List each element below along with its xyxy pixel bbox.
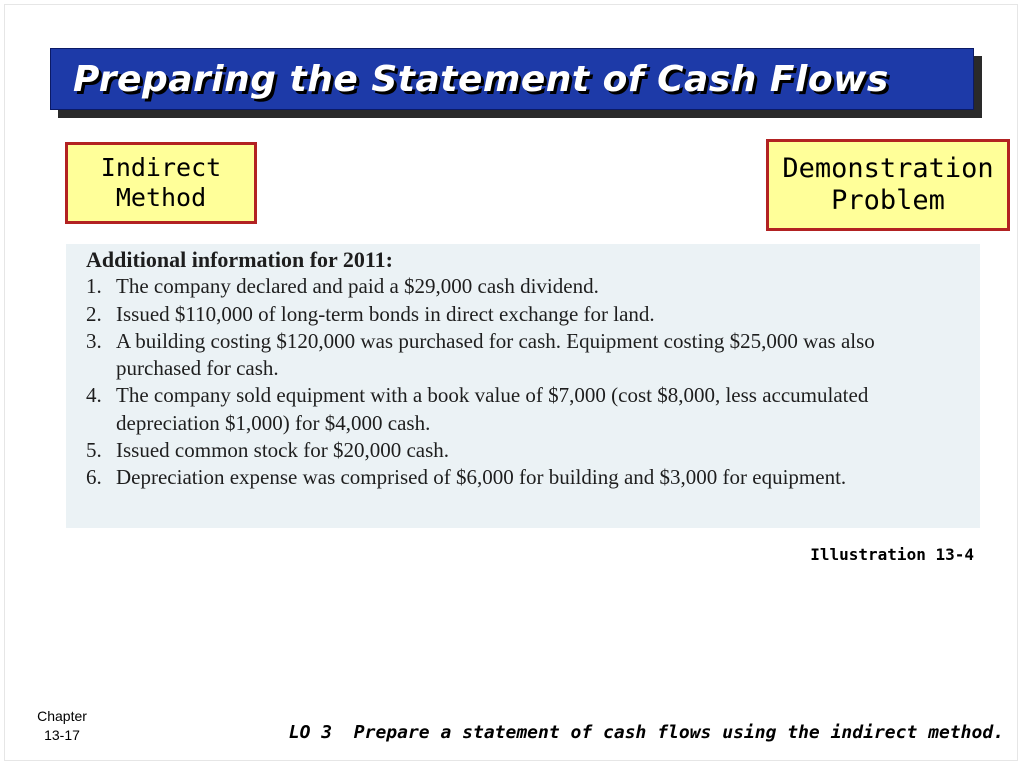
list-item <box>86 273 960 300</box>
callout-right-line-2: Problem <box>831 185 945 216</box>
title-bar <box>50 48 974 110</box>
list-item-number: 4. <box>86 383 102 408</box>
list-item-text: The company sold equipment with a book value of $7,000 (cost $8,000, less accumulated depreciation $1,000) for $4,000 cash. <box>116 383 869 435</box>
list-item <box>86 437 960 464</box>
indirect-method-callout <box>65 142 257 224</box>
list-item-number: 3. <box>86 328 102 353</box>
list-item-text: The company declared and paid a $29,000 cash dividend. <box>116 274 599 299</box>
list-item-text: Issued common stock for $20,000 cash. <box>116 438 450 463</box>
callout-right-line-1: Demonstration <box>782 152 994 184</box>
callout-left-line-1: Indirect <box>100 153 222 182</box>
additional-information-list <box>86 273 960 491</box>
additional-information-box <box>66 244 980 528</box>
list-item-number: 5. <box>86 438 102 463</box>
list-item <box>86 328 960 383</box>
list-item-text: A building costing $120,000 was purchased for cash. Equipment costing $25,000 was also purchased for cash. <box>116 328 875 381</box>
list-item-text: Depreciation expense was comprised of $6,000 for building and $3,000 for equipment. <box>116 465 847 490</box>
slide-title: Preparing the Statement of Cash Flows <box>73 58 889 100</box>
additional-information-heading: Additional information for 2011: <box>86 247 394 272</box>
list-item-text: Issued $110,000 of long-term bonds in direct exchange for land. <box>116 301 655 326</box>
list-item <box>86 301 960 328</box>
callout-left-line-2: Method <box>115 183 207 212</box>
list-item-number: 2. <box>86 301 102 326</box>
chapter-number: 13-17 <box>44 727 80 743</box>
illustration-label: Illustration 13-4 <box>810 545 974 564</box>
demonstration-problem-callout <box>766 139 1010 231</box>
chapter-label: Chapter <box>37 708 87 724</box>
list-item <box>86 464 960 491</box>
chapter-label-block <box>20 707 104 745</box>
list-item <box>86 382 960 437</box>
list-item-number: 6. <box>86 465 102 490</box>
learning-objective: LO 3 Prepare a statement of cash flows using the indirect method. <box>288 722 1004 743</box>
list-item-number: 1. <box>86 274 102 299</box>
